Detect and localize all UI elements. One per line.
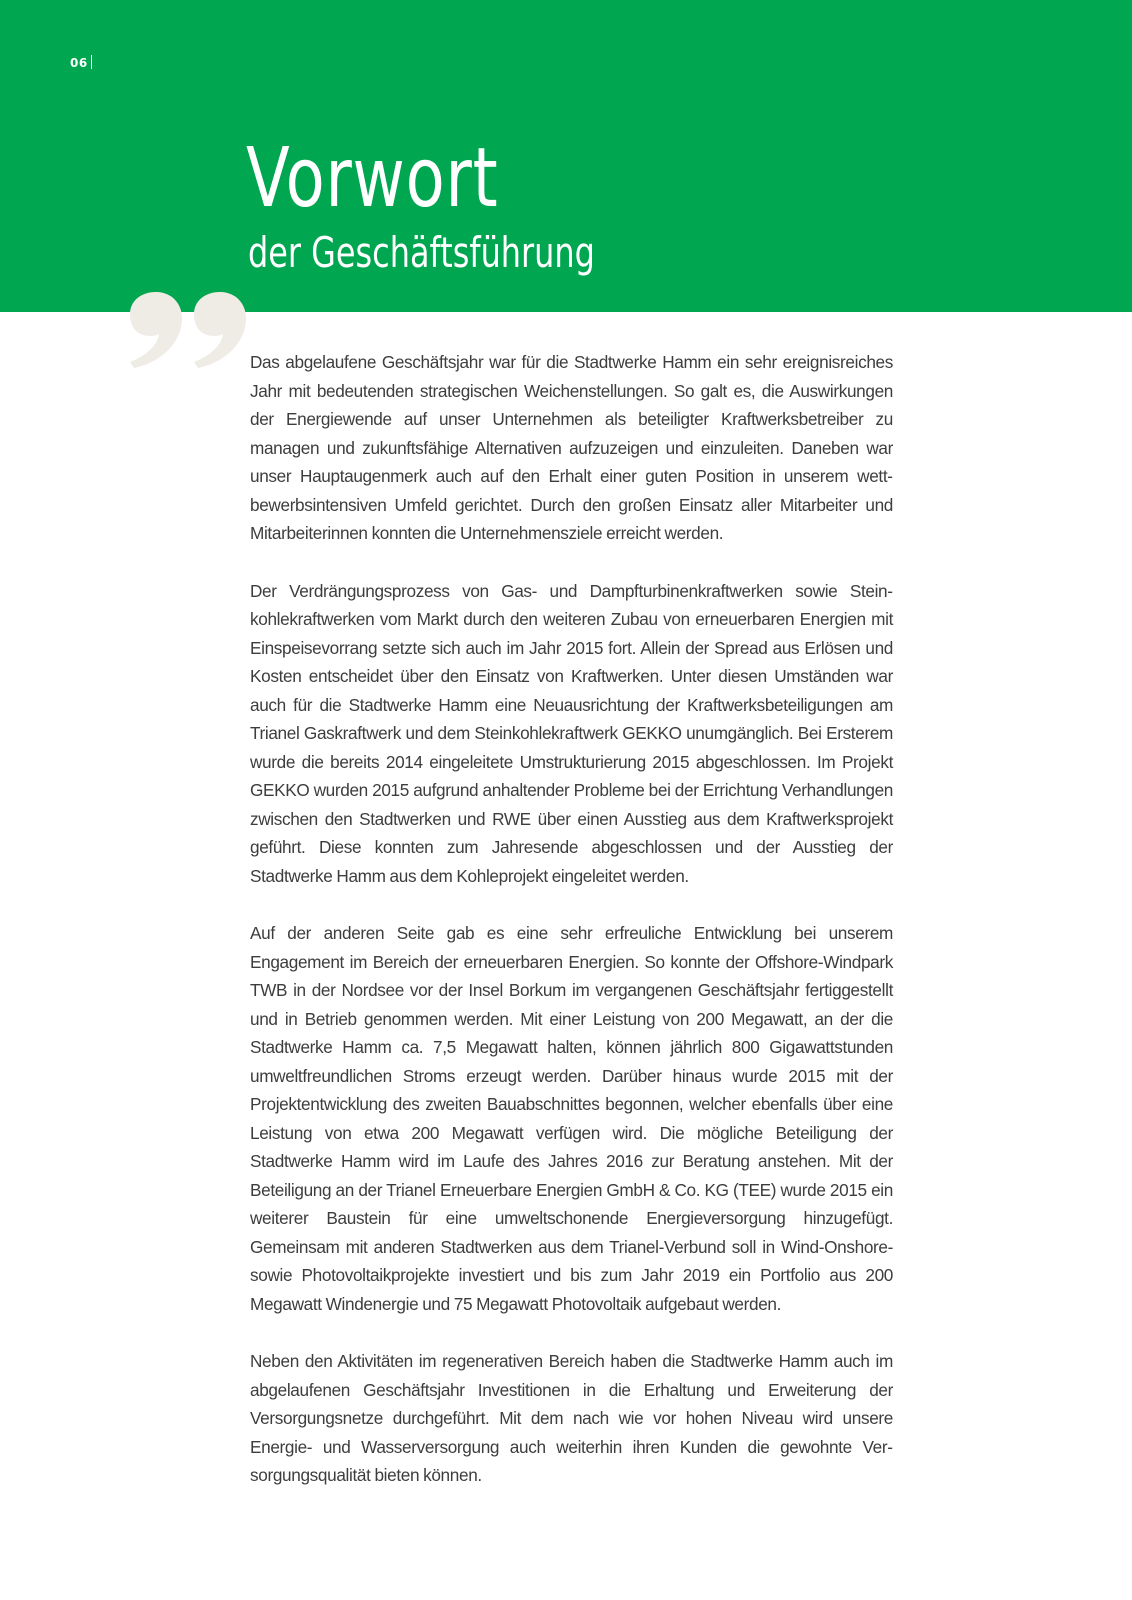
page-number-text: 06: [70, 56, 88, 70]
body-paragraph-1: Das abgelaufene Geschäftsjahr war für die Stadtwerke Hamm ein sehr ereignisreiches Jahr mit bedeutenden strategischen Weichenstellungen. So galt es, die Auswirkungen der Energiewende auf unser Unternehmen als beteiligter Kraftwerksbetreiber zu managen und zukunftsfähige Alternativen aufzuzeigen und einzuleiten. Daneben war unser Hauptaugenmerk auch auf den Erhalt einer guten Position in unserem wettbewerbsintensiven Umfeld gerichtet. Durch den großen Einsatz aller Mitarbeiter und Mitarbeiterinnen konnten die Unternehmensziele erreicht werden.: [250, 352, 893, 543]
body-paragraph-3: Auf der anderen Seite gab es eine sehr erfreuliche Entwicklung bei unserem Engagement im Bereich der erneuerbaren Energien. So konnte der Offshore-Windpark TWB in der Nordsee vor der Insel Borkum im vergangenen Geschäftsjahr fertiggestellt und in Betrieb genommen werden. Mit einer Leistung von 200 Megawatt, an der die Stadtwerke Hamm ca. 7,5 Megawatt halten, können jährlich 800 Gigawattstunden umweltfreundlichen Stroms erzeugt werden. Darüber hinaus wurde 2015 mit der Projektentwicklung des zweiten Bauabschnittes begonnen, welcher ebenfalls über eine Leistung von etwa 200 Megawatt verfügen wird. Die mögliche Beteiligung der Stadtwerke Hamm wird im Laufe des Jahres 2016 zur Beratung anstehen. Mit der Beteiligung an der Trianel Erneuerbare Energien GmbH & Co. KG (TEE) wurde 2015 ein weiterer Baustein für eine umweltschonende Energieversorgung hinzugefügt. Gemeinsam mit anderen Stadtwerken aus dem Trianel-Verbund soll in Wind-Onshore- sowie Photovoltaikprojekte investiert und bis zum Jahr 2019 ein Portfolio aus 200 Megawatt Windenergie und 75 Megawatt Photovoltaik aufgebaut werden.: [250, 923, 893, 1314]
page-subtitle: der Geschäftsführung: [248, 228, 595, 277]
body-paragraph-4: Neben den Aktivitäten im regenerativen Bereich haben die Stadtwerke Hamm auch im abgelaufenen Geschäftsjahr Investitionen in die Erhaltung und Erweiterung der Versorgungsnetze durchgeführt. Mit dem nach wie vor hohen Niveau wird unsere Energie- und Wasserversorgung auch weiterhin ihren Kunden die gewohnte Versorgungsqualität bieten können.: [250, 1351, 893, 1485]
foreword-body: [250, 348, 893, 1519]
page-number-divider: [91, 55, 92, 69]
closing-quotation-mark-icon: [126, 292, 248, 372]
page-number: [70, 55, 92, 70]
body-paragraph-2: Der Verdrängungsprozess von Gas- und Dampfturbinenkraftwerken sowie Steinkohlekraftwerken vom Markt durch den weiteren Zubau von erneuerbaren Energien mit Einspeisevorrang setzte sich auch im Jahr 2015 fort. Allein der Spread aus Erlösen und Kosten entscheidet über den Einsatz von Kraftwerken. Unter diesen Umständen war auch für die Stadtwerke Hamm eine Neuausrichtung der Kraftwerksbeteiligungen am Trianel Gaskraftwerk und dem Steinkohlekraftwerk GEKKO unumgänglich. Bei Ersterem wurde die bereits 2014 eingeleitete Umstrukturierung 2015 abgeschlossen. Im Projekt GEKKO wurden 2015 aufgrund anhaltender Probleme bei der Errichtung Verhandlungen zwischen den Stadtwerken und RWE über einen Ausstieg aus dem Kraftwerksprojekt geführt. Diese konnten zum Jahresende abgeschlossen und der Ausstieg der Stadtwerke Hamm aus dem Kohleprojekt eingeleitet werden.: [250, 580, 893, 886]
page-title: Vorwort: [246, 131, 499, 226]
